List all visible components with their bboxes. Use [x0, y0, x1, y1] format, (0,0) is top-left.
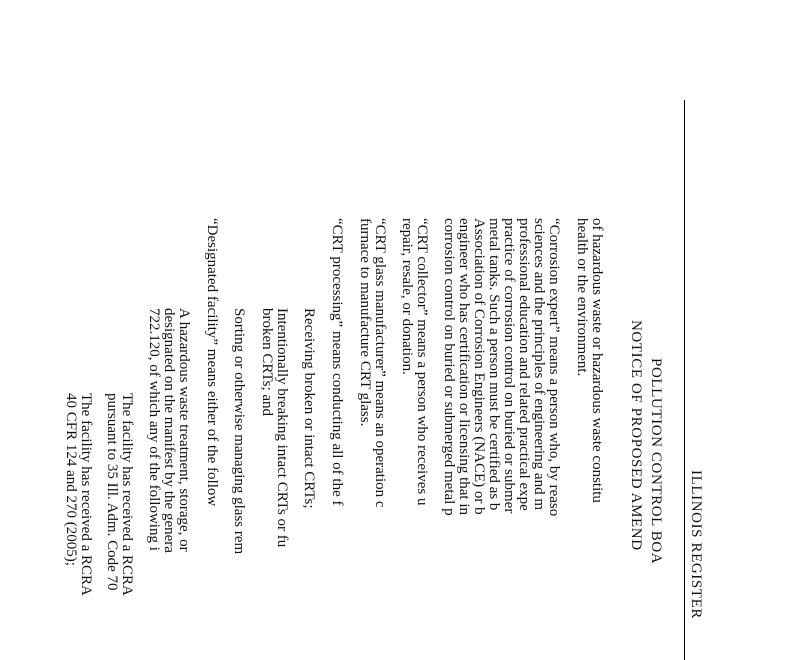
body-line: pursuant to 35 Ill. Adm. Code 70 — [104, 393, 120, 591]
body-line: A hazardous waste treatment, storage, or — [176, 308, 192, 552]
body-line: broken CRTs; and — [259, 308, 275, 417]
register-title: ILLINOIS REGISTER — [688, 470, 704, 619]
body-line: repair, resale, or donation. — [399, 218, 415, 375]
body-line: “Corrosion expert” means a person who, by reaso — [546, 218, 562, 517]
body-line: of hazardous waste or hazardous waste constitu — [589, 218, 605, 503]
notice-title: NOTICE OF PROPOSED AMEND — [628, 320, 644, 551]
rotated-document-page — [63, 100, 705, 660]
body-line: sciences and the principles of engineering and m — [531, 218, 547, 510]
body-line: “CRT glass manufacturer” means an operation c — [372, 218, 388, 508]
body-line: Sorting or otherwise managing glass rem — [231, 308, 247, 555]
body-line: practice of corrosion control on buried or submer — [501, 218, 517, 514]
body-line: designated on the manifest by the genera — [161, 308, 177, 553]
body-line: 722.120, of which any of the following i — [146, 308, 162, 551]
body-line: “CRT processing” means conducting all of the f — [329, 218, 345, 506]
body-line: health or the environment. — [574, 218, 590, 377]
body-line: professional education and related practical expe — [516, 218, 532, 511]
header-rule — [684, 100, 685, 660]
body-line: Intentionally breaking intact CRTs or fu — [274, 308, 290, 548]
body-line: furnace to manufacture CRT glass. — [357, 218, 373, 427]
body-line: Receiving broken or intact CRTs; — [301, 308, 317, 509]
body-line: The facility has received a RCRA — [119, 393, 135, 596]
body-line: 40 CFR 124 and 270 (2005); — [63, 393, 79, 566]
body-line: Association of Corrosion Engineers (NACE) or b — [471, 218, 487, 515]
body-line: “Designated facility” means either of the follow — [204, 218, 220, 507]
body-line: engineer who has certification or licensing that in — [456, 218, 472, 515]
body-line: corrosion control on buried or submerged metal p — [441, 218, 457, 516]
board-title: POLLUTION CONTROL BOA — [648, 358, 664, 565]
body-line: The facility has received a RCRA — [78, 393, 94, 596]
body-line: metal tanks. Such a person must be certified as b — [486, 218, 502, 511]
body-line: “CRT collector” means a person who receives u — [414, 218, 430, 506]
